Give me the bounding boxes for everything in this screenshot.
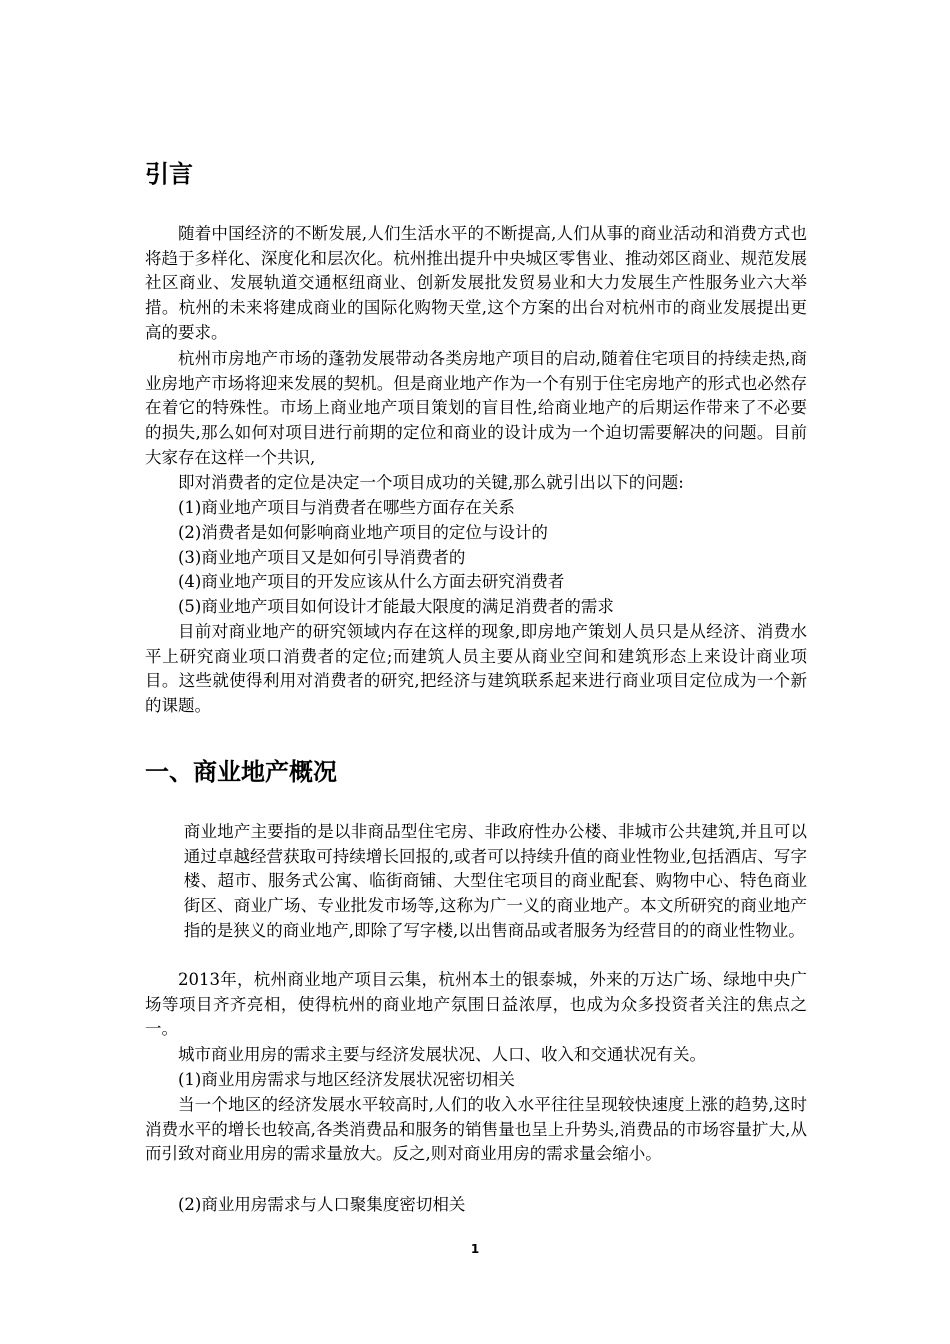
- page-number: 1: [470, 1242, 480, 1256]
- list-item: (3)商业地产项目又是如何引导消费者的: [178, 548, 466, 567]
- paragraph: 当一个地区的经济发展水平较高时,人们的收入水平往往呈现较快速度上涨的趋势,这时消费水平的增长也较高,各类消费品和服务的销售量也呈上升势头,消费品的市场容量扩大,从而引致对商业用房的需求量放大。反之,则对商业用房的需求量会缩小。: [145, 1095, 807, 1164]
- list-item: (2)消费者是如何影响商业地产项目的定位与设计的: [178, 523, 548, 542]
- paragraph: 城市商业用房的需求主要与经济发展状况、人口、收入和交通状况有关。: [178, 1045, 706, 1064]
- list-item: (1)商业用房需求与地区经济发展状况密切相关: [178, 1070, 515, 1089]
- paragraph: 商业地产主要指的是以非商品型住宅房、非政府性办公楼、非城市公共建筑,并且可以通过卓越经营获取可持续增长回报的,或者可以持续升值的商业性物业,包括酒店、写字楼、超市、服务式公寓、临街商铺、大型住宅项目的商业配套、购物中心、特色商业街区、商业广场、专业批发市场等,这称为广一义的商业地产。本文所研究的商业地产指的是狭义的商业地产,即除了写字楼,以出售商品或者服务为经营目的的商业性物业。: [183, 822, 807, 940]
- list-item: (5)商业地产项目如何设计才能最大限度的满足消费者的需求: [178, 597, 614, 616]
- list-item: (2)商业用房需求与人口聚集度密切相关: [178, 1195, 466, 1214]
- list-item: (1)商业地产项目与消费者在哪些方面存在关系: [178, 498, 515, 517]
- section-heading-intro: 引言: [145, 160, 193, 188]
- paragraph: 2013年，杭州商业地产项目云集，杭州本土的银泰城，外来的万达广场、绿地中央广场等项目齐齐亮相，使得杭州的商业地产氛围日益浓厚，也成为众多投资者关注的焦点之一。: [145, 970, 807, 1039]
- paragraph: 即对消费者的定位是决定一个项目成功的关键,那么就引出以下的问题:: [178, 473, 684, 492]
- section-heading-overview: 一、商业地产概况: [145, 758, 337, 786]
- paragraph: 目前对商业地产的研究领域内存在这样的现象,即房地产策划人员只是从经济、消费水平上研究商业项口消费者的定位;而建筑人员主要从商业空间和建筑形态上来设计商业项目。这些就使得利用对消费者的研究,把经济与建筑联系起来进行商业项目定位成为一个新的课题。: [145, 622, 807, 716]
- paragraph: 杭州市房地产市场的蓬勃发展带动各类房地产项目的启动,随着住宅项目的持续走热,商业房地产市场将迎来发展的契机。但是商业地产作为一个有别于住宅房地产的形式也必然存在着它的特殊性。市场上商业地产项目策划的盲目性,给商业地产的后期运作带来了不必要的损失,那么如何对项目进行前期的定位和商业的设计成为一个迫切需要解决的问题。目前大家存在这样一个共识,: [145, 349, 807, 467]
- paragraph: 随着中国经济的不断发展,人们生活水平的不断提高,人们从事的商业活动和消费方式也将趋于多样化、深度化和层次化。杭州推出提升中央城区零售业、推动郊区商业、规范发展社区商业、发展轨道交通枢纽商业、创新发展批发贸易业和大力发展生产性服务业六大举措。杭州的未来将建成商业的国际化购物天堂,这个方案的出台对杭州市的商业发展提出更高的要求。: [145, 224, 807, 342]
- list-item: (4)商业地产项目的开发应该从什么方面去研究消费者: [178, 572, 565, 591]
